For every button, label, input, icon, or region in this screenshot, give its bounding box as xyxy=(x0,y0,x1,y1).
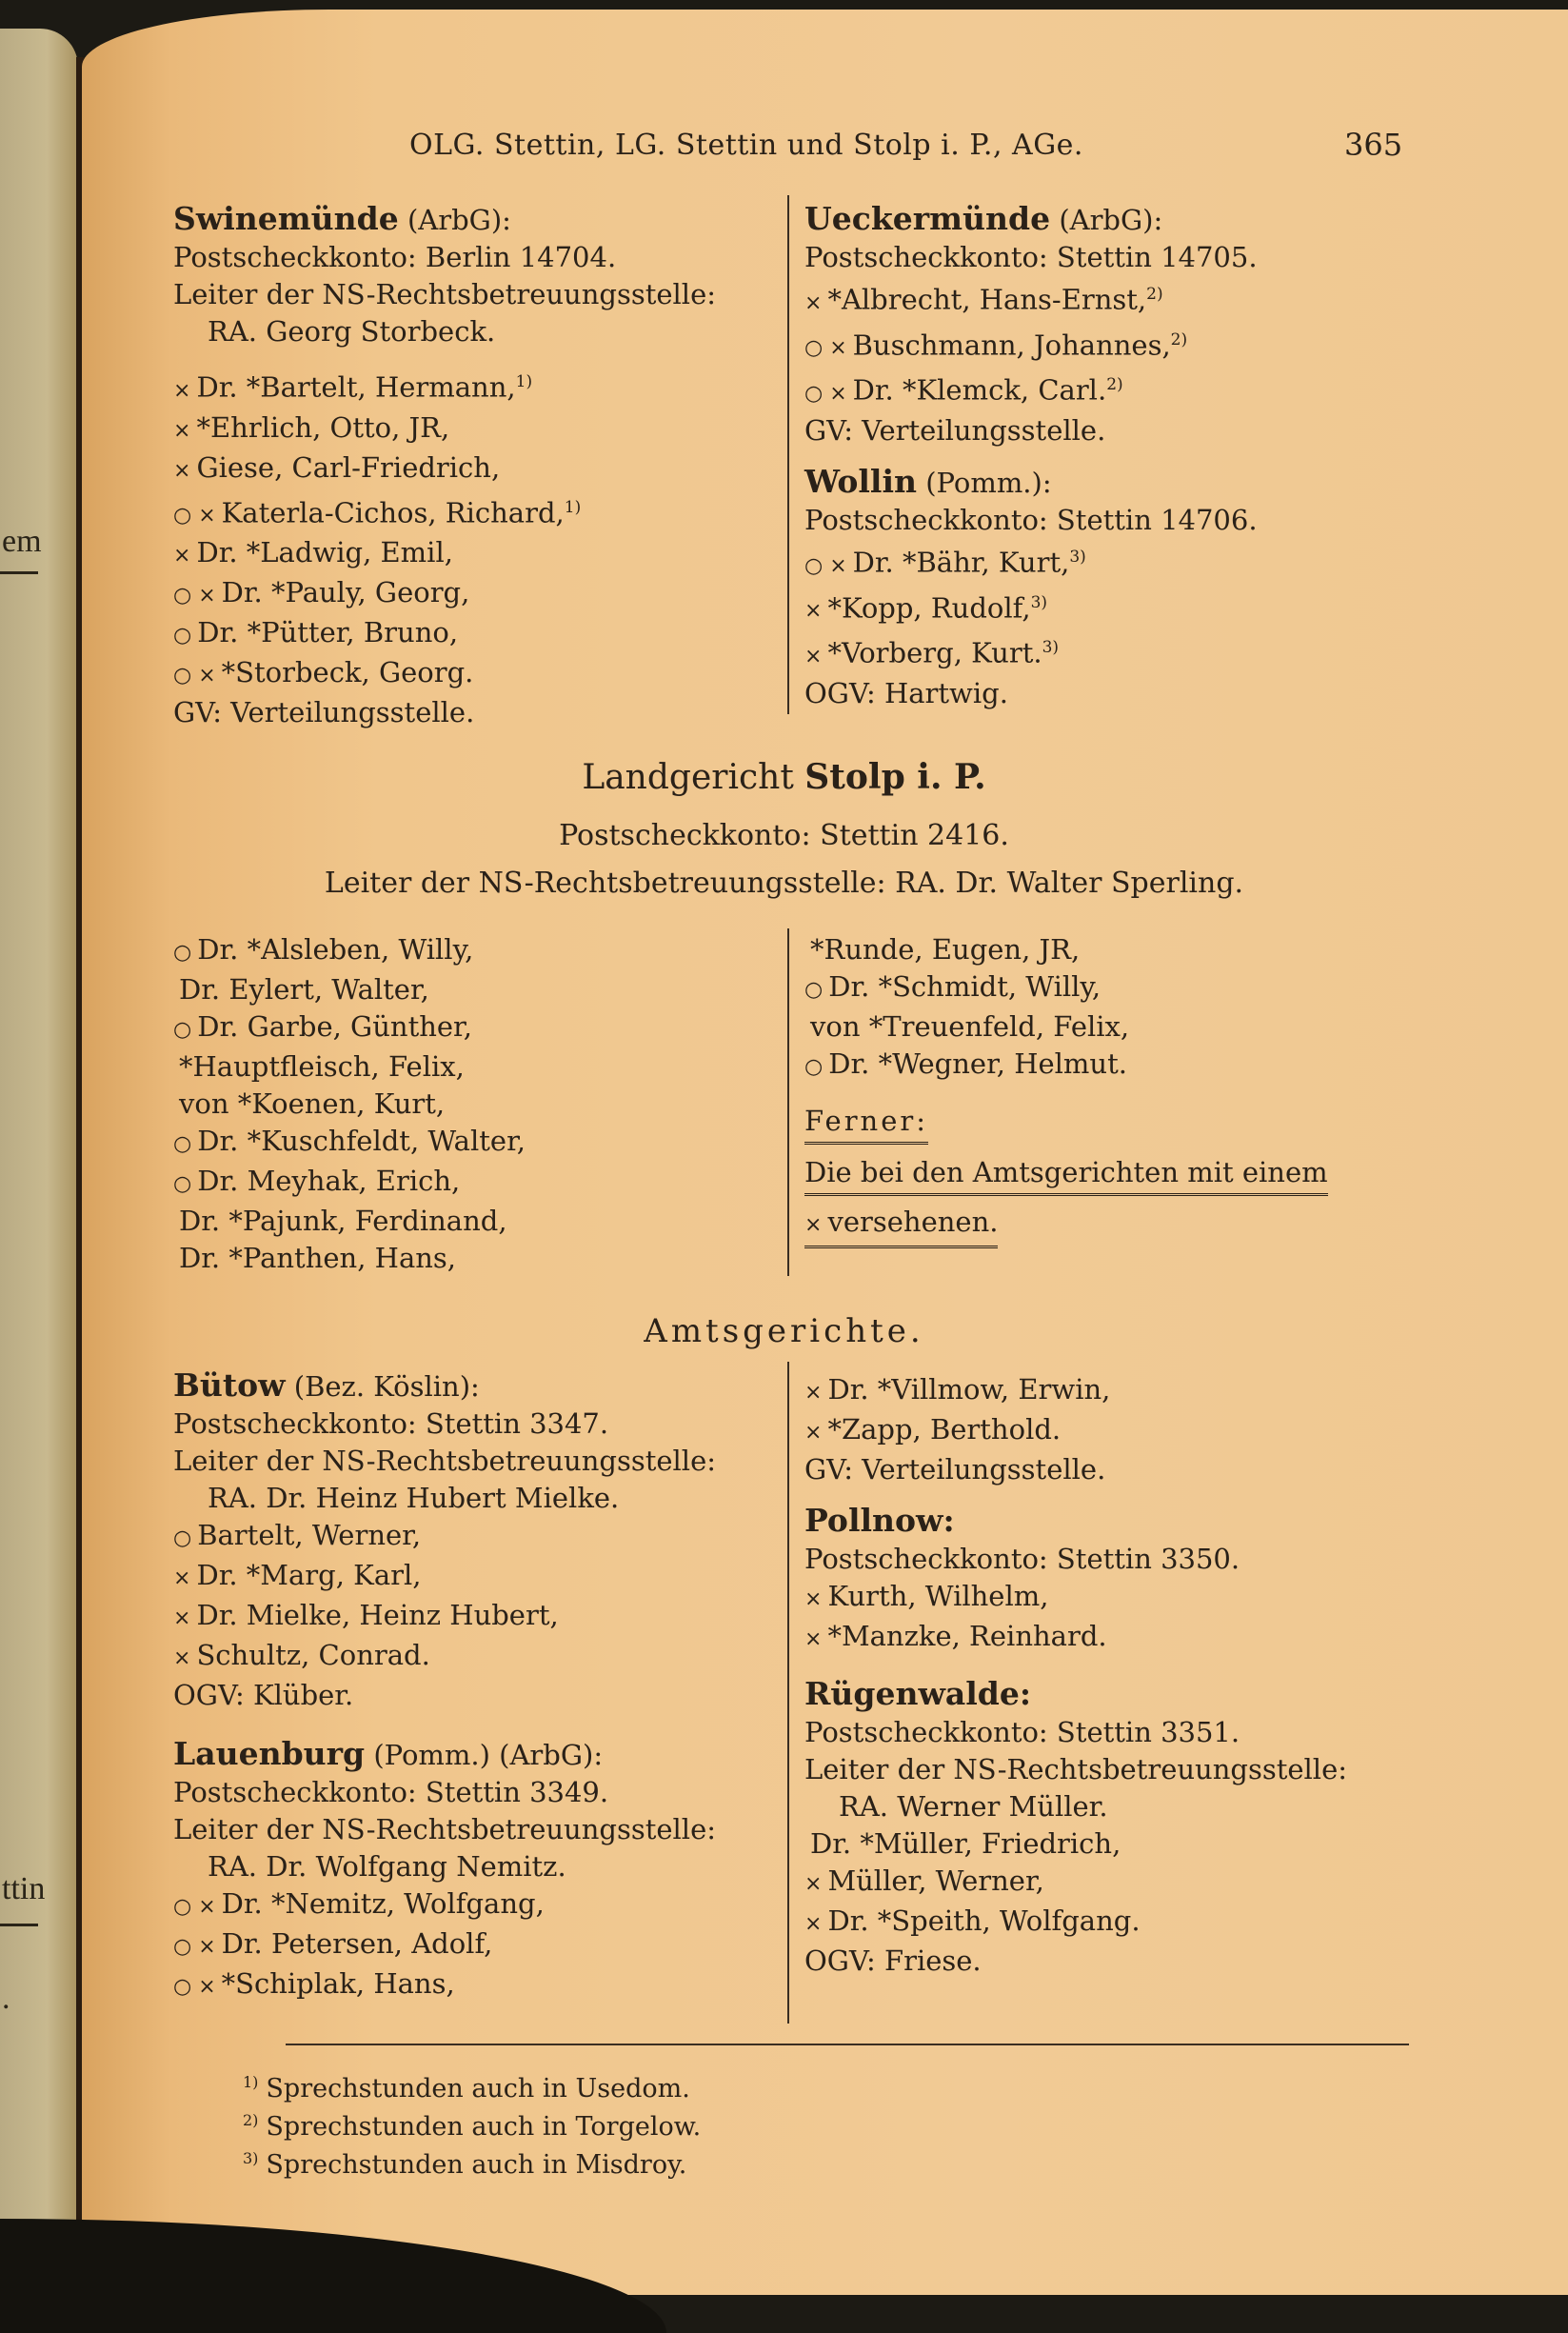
landgericht-leiter: Leiter der NS-Rechtsbetreuungsstelle: RA. Dr. Walter Sperling. xyxy=(324,867,1244,900)
list-item: × Dr. *Marg, Karl, xyxy=(173,1559,422,1591)
list-item: ○ × Dr. *Bähr, Kurt,$^{3)}$ xyxy=(804,546,1086,579)
section-title: Wollin xyxy=(804,462,917,500)
section-footer: GV: Verteilungsstelle. xyxy=(804,413,1106,447)
list-item: ○ × *Storbeck, Georg. xyxy=(173,656,474,689)
section-ueckermuende xyxy=(804,200,1433,712)
footnote: $^{2)}$ Sprechstunden auch in Torgelow. xyxy=(243,2111,702,2142)
section-title: Pollnow xyxy=(804,1502,943,1539)
list-item: von *Koenen, Kurt, xyxy=(179,1087,446,1120)
list-item: × Schultz, Conrad. xyxy=(173,1639,430,1671)
section-title: Rügenwalde xyxy=(804,1675,1020,1712)
section-title: Swinemünde xyxy=(173,200,399,237)
list-item: Dr. *Panthen, Hans, xyxy=(179,1242,457,1274)
list-item: × Müller, Werner, xyxy=(804,1864,1044,1897)
facing-page-text: . xyxy=(2,1981,10,2016)
list-item: × Dr. *Bartelt, Hermann,$^{1)}$ xyxy=(173,370,533,404)
section-footer: OGV: Friese. xyxy=(804,1944,982,1977)
list-item: ○ Dr. *Schmidt, Willy, xyxy=(804,970,1102,1003)
list-item: × *Kopp, Rudolf,$^{3)}$ xyxy=(804,591,1048,625)
postscheck: Postscheckkonto: Stettin 3347. xyxy=(173,1407,609,1440)
list-item: × *Vorberg, Kurt.$^{3)}$ xyxy=(804,636,1060,669)
column-divider xyxy=(787,1362,789,2024)
list-item: Dr. Eylert, Walter, xyxy=(179,973,429,1006)
list-item: × Kurth, Wilhelm, xyxy=(804,1580,1049,1612)
ferner-text: Die bei den Amtsgerichten mit einem xyxy=(804,1154,1328,1196)
list-item: × Giese, Carl-Friedrich, xyxy=(173,450,501,484)
list-item: ○ Dr. *Kuschfeldt, Walter, xyxy=(173,1125,526,1157)
section-buetow xyxy=(173,1366,783,2005)
page-number: 365 xyxy=(1344,127,1403,163)
list-item: ○ Dr. Meyhak, Erich, xyxy=(173,1165,461,1197)
landgericht-right-list xyxy=(804,931,1433,1248)
section-lauenburg xyxy=(173,1735,783,1774)
list-item: ○ × Katerla-Cichos, Richard,$^{1)}$ xyxy=(173,496,582,529)
postscheck: Postscheckkonto: Stettin 14706. xyxy=(804,503,1258,536)
facing-page-text: ttin xyxy=(2,1871,46,1906)
leiter-label: Leiter der NS-Rechtsbetreuungsstelle: xyxy=(173,1445,717,1477)
list-item: von *Treuenfeld, Felix, xyxy=(810,1010,1130,1043)
section-title: Bütow xyxy=(173,1366,286,1404)
list-item: ○ × *Schiplak, Hans, xyxy=(173,1967,455,2000)
leiter-label: Leiter der NS-Rechtsbetreuungsstelle: xyxy=(173,278,717,310)
footnotes xyxy=(243,2066,701,2181)
postscheck: Postscheckkonto: Berlin 14704. xyxy=(173,241,617,273)
list-item: Dr. *Müller, Friedrich, xyxy=(810,1827,1121,1860)
section-footer: OGV: Hartwig. xyxy=(804,676,1008,709)
section-footer: GV: Verteilungsstelle. xyxy=(173,696,475,729)
leiter-label: Leiter der NS-Rechtsbetreuungsstelle: xyxy=(804,1753,1348,1785)
section-footer: OGV: Klüber. xyxy=(173,1679,354,1711)
list-item: ○ Dr. *Pütter, Bruno, xyxy=(173,616,459,649)
section-footer: GV: Verteilungsstelle. xyxy=(804,1453,1106,1486)
list-item: ○ × Dr. *Pauly, Georg, xyxy=(173,576,470,609)
facing-page-text: em xyxy=(2,524,42,559)
section-qualifier: (ArbG): xyxy=(1059,204,1163,236)
list-item: × Dr. *Ladwig, Emil, xyxy=(173,536,453,569)
section-swinemuende xyxy=(173,200,783,731)
facing-page-fragment xyxy=(0,29,78,2247)
column-divider xyxy=(787,195,789,714)
list-item: ○ × Buschmann, Johannes,$^{2)}$ xyxy=(804,329,1188,362)
list-item: ○ × Dr. *Klemck, Carl.$^{2)}$ xyxy=(804,373,1123,407)
postscheck: Postscheckkonto: Stettin 14705. xyxy=(804,241,1258,273)
list-item: ○ Dr. *Alsleben, Willy, xyxy=(173,933,474,966)
column-divider xyxy=(787,928,789,1276)
section-title: Ueckermünde xyxy=(804,200,1051,237)
section-qualifier: (Bez. Köslin): xyxy=(293,1370,480,1403)
footnote-rule xyxy=(286,2044,1409,2045)
facing-page-underline xyxy=(0,1924,38,1926)
list-item: ○ Dr. *Wegner, Helmut. xyxy=(804,1047,1127,1080)
leiter-label: Leiter der NS-Rechtsbetreuungsstelle: xyxy=(173,1813,717,1845)
list-item: × *Zapp, Berthold. xyxy=(804,1413,1062,1446)
section-title: Lauenburg xyxy=(173,1735,366,1772)
list-item: ○ × Dr. Petersen, Adolf, xyxy=(173,1927,493,1960)
leiter-name: RA. Dr. Heinz Hubert Mielke. xyxy=(208,1482,620,1514)
postscheck: Postscheckkonto: Stettin 3350. xyxy=(804,1543,1241,1575)
landgericht-title: Landgericht Stolp i. P. xyxy=(582,757,986,797)
list-item: Dr. *Pajunk, Ferdinand, xyxy=(179,1205,507,1237)
leiter-name: RA. Georg Storbeck. xyxy=(208,315,496,348)
list-item: × Dr. Mielke, Heinz Hubert, xyxy=(173,1599,559,1631)
list-item: *Hauptfleisch, Felix, xyxy=(179,1050,465,1083)
ferner-text-2: × versehenen. xyxy=(804,1204,998,1248)
section-wollin xyxy=(804,463,1433,502)
section-ruegenwalde: Rügenwalde: xyxy=(804,1675,1032,1712)
section-qualifier: (Pomm.) (ArbG): xyxy=(373,1739,604,1771)
landgericht-left-list xyxy=(173,931,783,1277)
list-item: ○ Dr. Garbe, Günther, xyxy=(173,1010,472,1043)
postscheck: Postscheckkonto: Stettin 3351. xyxy=(804,1716,1241,1748)
list-item: × Dr. *Villmow, Erwin, xyxy=(804,1373,1111,1406)
list-item: × *Ehrlich, Otto, JR, xyxy=(173,410,450,444)
leiter-name: RA. Werner Müller. xyxy=(839,1790,1108,1823)
section-pollnow: Pollnow: xyxy=(804,1502,955,1539)
footnote: $^{3)}$ Sprechstunden auch in Misdroy. xyxy=(243,2149,687,2180)
list-item: × Dr. *Speith, Wolfgang. xyxy=(804,1904,1141,1937)
list-item: × *Manzke, Reinhard. xyxy=(804,1620,1107,1652)
section-qualifier: (ArbG): xyxy=(407,204,511,236)
footnote: $^{1)}$ Sprechstunden auch in Usedom. xyxy=(243,2073,690,2104)
list-item: *Runde, Eugen, JR, xyxy=(810,933,1081,966)
amtsgerichte-right-column xyxy=(804,1371,1433,1980)
postscheck: Postscheckkonto: Stettin 3349. xyxy=(173,1776,609,1808)
amtsgerichte-title: Amtsgerichte. xyxy=(644,1312,924,1350)
list-item: ○ × Dr. *Nemitz, Wolfgang, xyxy=(173,1887,545,1920)
landgericht-postscheck: Postscheckkonto: Stettin 2416. xyxy=(559,819,1009,852)
ferner-label: Ferner: xyxy=(804,1103,928,1145)
list-item: ○ Bartelt, Werner, xyxy=(173,1519,422,1551)
leiter-name: RA. Dr. Wolfgang Nemitz. xyxy=(208,1850,566,1883)
running-head: OLG. Stettin, LG. Stettin und Stolp i. P., AGe. xyxy=(409,129,1083,162)
list-item: × *Albrecht, Hans-Ernst,$^{2)}$ xyxy=(804,283,1163,316)
section-qualifier: (Pomm.): xyxy=(925,466,1052,499)
facing-page-underline xyxy=(0,571,38,574)
